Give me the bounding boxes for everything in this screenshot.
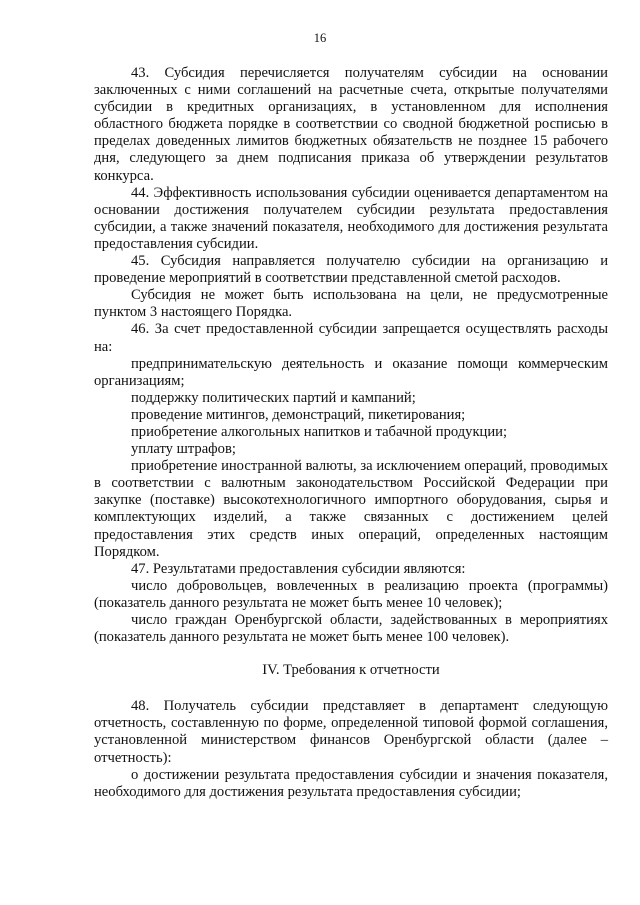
list-item-rallies: проведение митингов, демонстраций, пикетирования;: [131, 406, 466, 423]
result-volunteers: число добровольцев, вовлеченных в реализацию проекта (программы) (показатель данного результата не может быть менее 10 человек);: [94, 577, 608, 611]
report-item-results: о достижении результата предоставления субсидии и значения показателя, необходимого для достижения результата предоставления субсидии;: [94, 766, 608, 800]
paragraph-48: 48. Получатель субсидии представляет в департамент следующую отчетность, составленную по форме, определенной типовой формой соглашения, установленной министерством финансов Оренбургской области (далее – отчетность):: [94, 698, 608, 766]
paragraph-46: 46. За счет предоставленной субсидии запрещается осуществлять расходы на:: [94, 321, 608, 355]
document-body: [94, 65, 608, 801]
paragraph-43: 43. Субсидия перечисляется получателям субсидии на основании заключенных с ними соглашений на расчетные счета, открытые получателями субсидии в кредитных организациях, в установленном для исполнения областного бюджета порядке в соответствии со сводной бюджетной росписью в пределах доведенных лимитов бюджетных обязательств не позднее 15 рабочего дня, следующего за днем подписания приказа об утверждении результатов конкурса.: [94, 65, 608, 184]
paragraph-45-restriction: Субсидия не может быть использована на цели, не предусмотренные пунктом 3 настоящего Порядка.: [94, 287, 608, 321]
list-item-alcohol-tobacco: приобретение алкогольных напитков и табачной продукции;: [131, 423, 508, 440]
paragraph-44: 44. Эффективность использования субсидии оценивается департаментом на основании достижения получателем субсидии результата предоставления субсидии, а также значений показателя, необходимого для достижения результата предоставления субсидии.: [94, 184, 608, 252]
list-item-foreign-currency: приобретение иностранной валюты, за исключением операций, проводимых в соответствии с валютным законодательством Российской Федерации при закупке (поставке) высокотехнологичного импортного оборудования, сырья и комплектующих изделий, а также связанных с достижением целей предоставления этих средств иных операций, определенных настоящим Порядком.: [94, 458, 608, 560]
result-citizens: число граждан Оренбургской области, задействованных в мероприятиях (показатель данного результата не может быть менее 100 человек).: [94, 612, 608, 646]
section-heading: IV. Требования к отчетности: [262, 662, 440, 679]
paragraph-47: 47. Результатами предоставления субсидии являются:: [131, 560, 466, 577]
list-item-commercial: предпринимательскую деятельность и оказание помощи коммерческим организациям;: [94, 355, 608, 389]
paragraph-45: 45. Субсидия направляется получателю субсидии на организацию и проведение мероприятий в соответствии представленной сметой расходов.: [94, 253, 608, 287]
list-item-fines: уплату штрафов;: [131, 441, 236, 458]
list-item-political: поддержку политических партий и кампаний;: [131, 389, 416, 406]
page-number: 16: [313, 31, 327, 45]
